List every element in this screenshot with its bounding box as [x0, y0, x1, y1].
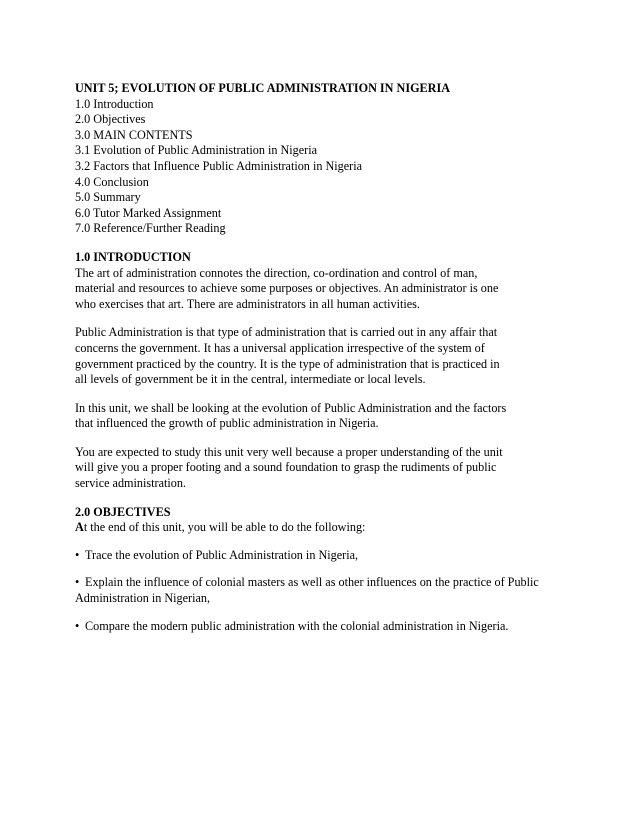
paragraph-line: material and resources to achieve some purposes or objectives. An administrator is one — [75, 281, 499, 296]
paragraph-line: In this unit, we shall be looking at the evolution of Public Administration and the factors — [75, 400, 507, 415]
paragraph-line: You are expected to study this unit very well because a proper understanding of the unit — [75, 444, 503, 459]
bullet-text: Explain the influence of colonial masters as well as other influences on the practice of Public — [85, 575, 539, 590]
paragraph-line: government practiced by the country. It is the type of administration that is practiced in — [75, 356, 500, 371]
introduction-paragraph — [75, 445, 575, 492]
paragraph-line: who exercises that art. There are administrators in all human activities. — [75, 296, 420, 311]
bullet-icon: • — [75, 575, 80, 590]
paragraph-line: service administration. — [75, 476, 187, 491]
objectives-intro-text: t the end of this unit, you will be able to do the following: — [83, 520, 366, 535]
objective-bullet — [75, 548, 575, 564]
toc-item: 5.0 Summary — [75, 190, 141, 205]
paragraph-line: that influenced the growth of public administration in Nigeria. — [75, 416, 379, 431]
objective-bullet — [75, 619, 575, 635]
toc-item: 7.0 Reference/Further Reading — [75, 221, 226, 236]
introduction-heading: 1.0 INTRODUCTION — [75, 249, 191, 264]
toc-item: 6.0 Tutor Marked Assignment — [75, 205, 222, 220]
toc-item: 3.1 Evolution of Public Administration in Nigeria — [75, 143, 318, 158]
objective-bullet — [75, 575, 575, 606]
paragraph-line: The art of administration connotes the direction, co-ordination and control of man, — [75, 265, 478, 280]
paragraph-line: all levels of government be it in the central, intermediate or local levels. — [75, 372, 426, 387]
objectives-intro-initial: A — [75, 520, 84, 535]
document-page — [75, 81, 575, 634]
unit-title: UNIT 5; EVOLUTION OF PUBLIC ADMINISTRATION IN NIGERIA — [75, 81, 451, 95]
bullet-text: Compare the modern public administration with the colonial administration in Nigeria. — [85, 618, 509, 633]
toc-item: 1.0 Introduction — [75, 96, 154, 111]
bullet-icon: • — [75, 618, 80, 633]
introduction-section — [75, 250, 575, 492]
toc-item: 4.0 Conclusion — [75, 174, 149, 189]
bullet-text: Trace the evolution of Public Administration in Nigeria, — [85, 547, 359, 562]
toc-item: 3.0 MAIN CONTENTS — [75, 127, 193, 142]
objectives-section — [75, 505, 575, 635]
paragraph-line: will give you a proper footing and a sound foundation to grasp the rudiments of public — [75, 460, 497, 475]
introduction-paragraph — [75, 266, 575, 313]
toc-item: 3.2 Factors that Influence Public Administration in Nigeria — [75, 158, 363, 173]
toc-item: 2.0 Objectives — [75, 112, 146, 127]
introduction-paragraph — [75, 325, 575, 387]
bullet-text-continued: Administration in Nigerian, — [75, 591, 211, 606]
bullet-icon: • — [75, 547, 80, 562]
paragraph-line: Public Administration is that type of administration that is carried out in any affair that — [75, 325, 498, 340]
introduction-paragraph — [75, 401, 575, 432]
table-of-contents — [75, 97, 575, 237]
objectives-intro — [75, 520, 575, 536]
objectives-heading: 2.0 OBJECTIVES — [75, 504, 171, 519]
paragraph-line: concerns the government. It has a universal application irrespective of the system of — [75, 340, 485, 355]
